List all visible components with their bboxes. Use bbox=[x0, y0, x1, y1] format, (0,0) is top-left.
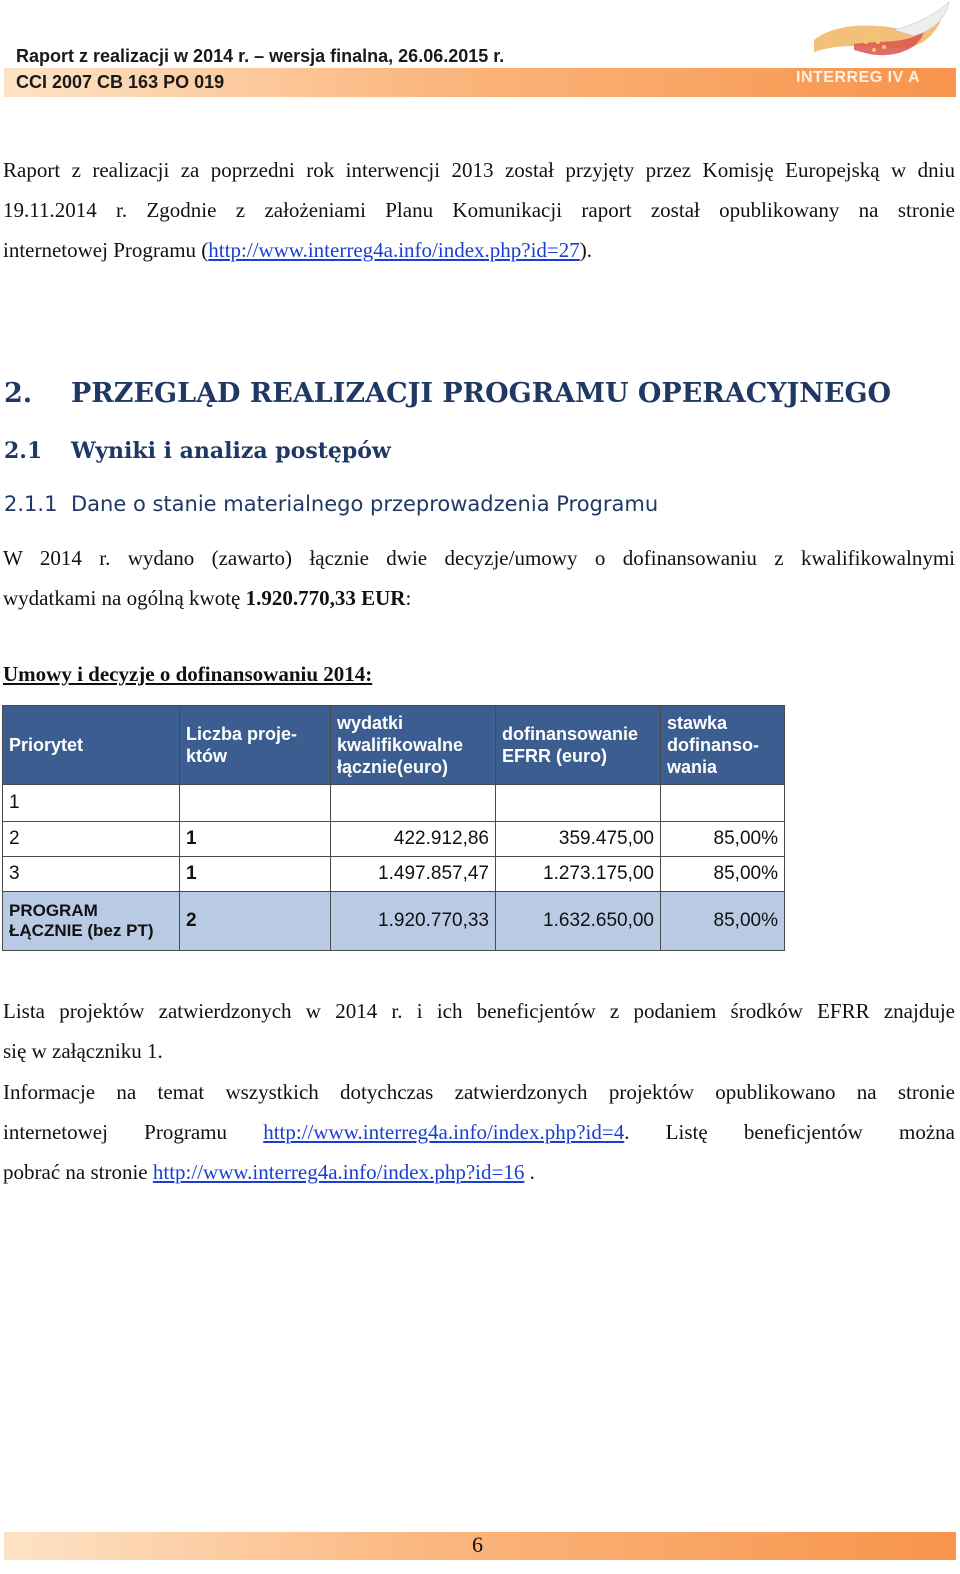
total-label: PROGRAM ŁĄCZNIE (bez PT) bbox=[3, 892, 180, 951]
table-row bbox=[3, 822, 785, 857]
table-row bbox=[3, 785, 785, 822]
table-total-row bbox=[3, 892, 785, 951]
summary-line bbox=[3, 578, 955, 618]
column-header: Liczba proje-któw bbox=[180, 706, 331, 785]
intro-paragraph bbox=[3, 150, 955, 270]
subsubsection-title: Dane o stanie materialnego przeprowadzenia Programu bbox=[71, 492, 659, 516]
table-cell: 1.273.175,00 bbox=[496, 857, 661, 892]
subsubsection-number: 2.1.1 bbox=[4, 492, 58, 516]
subsubsection-heading bbox=[4, 492, 658, 516]
list-paragraph bbox=[3, 991, 955, 1071]
intro-line bbox=[3, 230, 955, 270]
page-number: 6 bbox=[472, 1532, 483, 1557]
column-header: dofinansowanie EFRR (euro) bbox=[496, 706, 661, 785]
subsection-heading bbox=[4, 438, 391, 464]
beneficiaries-link[interactable]: http://www.interreg4a.info/index.php?id=16 bbox=[152, 1160, 525, 1184]
summary-line: W 2014 r. wydano (zawarto) łącznie dwie decyzje/umowy o dofinansowaniu z kwalifikowalnymi bbox=[3, 546, 955, 570]
report-title: Raport z realizacji w 2014 r. – wersja finalna, 26.06.2015 r. bbox=[16, 46, 505, 66]
table-cell bbox=[331, 785, 496, 822]
paragraph-text: . bbox=[524, 1160, 535, 1184]
paragraph-text: pobrać na stronie bbox=[3, 1160, 153, 1184]
summary-text: : bbox=[405, 586, 412, 610]
paragraph-line: Informacje na temat wszystkich dotychczas zatwierdzonych projektów opublikowano na stronie bbox=[3, 1080, 955, 1104]
intro-line: 19.11.2014 r. Zgodnie z założeniami Planu Komunikacji raport został opublikowany na stronie bbox=[3, 198, 955, 222]
intro-link[interactable]: http://www.interreg4a.info/index.php?id=27 bbox=[208, 238, 580, 262]
table-header-row bbox=[3, 706, 785, 785]
table-cell bbox=[661, 785, 785, 822]
paragraph-text: internetowej Programu bbox=[3, 1120, 264, 1144]
table-cell: 1.632.650,00 bbox=[496, 892, 661, 951]
summary-text: wydatkami na ogólną kwotę bbox=[3, 586, 246, 610]
paragraph-line: się w załączniku 1. bbox=[3, 1039, 163, 1063]
intro-text: ). bbox=[579, 238, 593, 262]
summary-amount: 1.920.770,33 EUR bbox=[245, 586, 406, 610]
table-cell: 1 bbox=[180, 857, 331, 892]
table-cell: 3 bbox=[3, 857, 180, 892]
table-cell: 2 bbox=[180, 892, 331, 951]
info-paragraph bbox=[3, 1072, 955, 1192]
table-row bbox=[3, 857, 785, 892]
section-heading bbox=[4, 378, 891, 409]
projects-link[interactable]: http://www.interreg4a.info/index.php?id=4 bbox=[263, 1120, 625, 1144]
table-caption: Umowy i decyzje o dofinansowaniu 2014: bbox=[3, 662, 373, 686]
funding-table bbox=[2, 705, 785, 951]
table-cell: 1.920.770,33 bbox=[331, 892, 496, 951]
subsection-title: Wyniki i analiza postępów bbox=[71, 438, 391, 464]
table-cell: 1.497.857,47 bbox=[331, 857, 496, 892]
table-cell: 1 bbox=[3, 785, 180, 822]
logo-flag-white bbox=[894, 2, 949, 36]
table-cell: 1 bbox=[180, 822, 331, 857]
paragraph-line bbox=[3, 1112, 955, 1152]
program-code: CCI 2007 CB 163 PO 019 bbox=[16, 72, 225, 92]
intro-line: Raport z realizacji za poprzedni rok interwencji 2013 został przyjęty przez Komisję Europejską w dniu bbox=[3, 158, 955, 182]
table-cell: 85,00% bbox=[661, 892, 785, 951]
table-cell: 2 bbox=[3, 822, 180, 857]
section-number: 2. bbox=[4, 378, 33, 409]
table-cell: 359.475,00 bbox=[496, 822, 661, 857]
paragraph-line bbox=[3, 1152, 955, 1192]
logo-text: INTERREG IV A bbox=[796, 69, 921, 86]
table-cell bbox=[496, 785, 661, 822]
intro-text: internetowej Programu ( bbox=[3, 238, 209, 262]
table-cell: 422.912,86 bbox=[331, 822, 496, 857]
paragraph-text: . Listę beneficjentów można bbox=[624, 1120, 955, 1144]
column-header: stawka dofinanso-wania bbox=[661, 706, 785, 785]
subsection-number: 2.1 bbox=[4, 438, 43, 464]
paragraph-line: Lista projektów zatwierdzonych w 2014 r. i ich beneficjentów z podaniem środków EFRR znajduje bbox=[3, 999, 955, 1023]
summary-paragraph bbox=[3, 538, 955, 618]
table-cell: 85,00% bbox=[661, 857, 785, 892]
table-cell: 85,00% bbox=[661, 822, 785, 857]
column-header: Priorytet bbox=[3, 706, 180, 785]
column-header: wydatki kwalifikowalne łącznie(euro) bbox=[331, 706, 496, 785]
section-title: PRZEGLĄD REALIZACJI PROGRAMU OPERACYJNEGO bbox=[71, 378, 892, 409]
table-cell bbox=[180, 785, 331, 822]
